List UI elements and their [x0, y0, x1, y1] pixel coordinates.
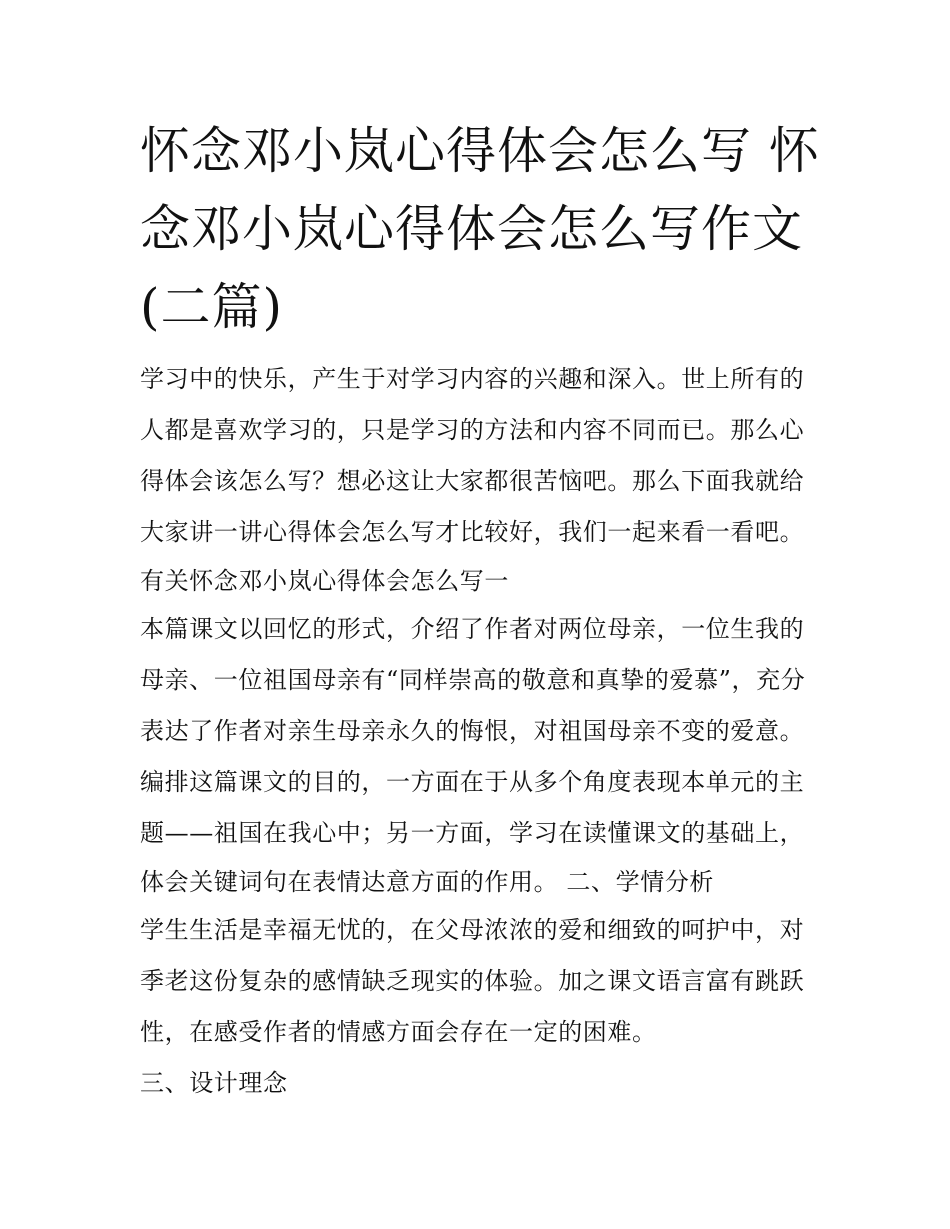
body-line: 季老这份复杂的感情缺乏现实的体验。加之课文语言富有跳跃 [140, 967, 805, 995]
body-line: 人都是喜欢学习的，只是学习的方法和内容不同而已。那么心 [140, 416, 805, 444]
document-title [140, 112, 820, 346]
body-line: 体会关键词句在表情达意方面的作用。 二、学情分析 [140, 868, 715, 896]
body-line: 性，在感受作者的情感方面会存在一定的困难。 [140, 1018, 657, 1046]
body-line: 母亲、一位祖国母亲有“同样崇高的敬意和真挚的爱慕”，充分 [140, 666, 806, 694]
section-heading: 有关怀念邓小岚心得体会怎么写一 [140, 567, 509, 595]
body-line: 大家讲一讲心得体会怎么写才比较好，我们一起来看一看吧。 [140, 518, 805, 546]
title-line: 念邓小岚心得体会怎么写作文 [140, 200, 803, 258]
body-line: 得体会该怎么写？想必这让大家都很苦恼吧。那么下面我就给 [140, 467, 805, 495]
body-line: 本篇课文以回忆的形式，介绍了作者对两位母亲，一位生我的 [140, 615, 805, 643]
title-line: (二篇) [140, 278, 284, 336]
title-line: 怀念邓小岚心得体会怎么写 怀 [140, 122, 820, 180]
body-line: 表达了作者对亲生母亲永久的悔恨，对祖国母亲不变的爱意。 [140, 717, 805, 745]
section-heading: 三、设计理念 [140, 1069, 288, 1097]
document-body [140, 354, 820, 1109]
body-line: 题——祖国在我心中；另一方面，学习在读懂课文的基础上， [140, 819, 805, 847]
body-line: 编排这篇课文的目的，一方面在于从多个角度表现本单元的主 [140, 768, 805, 796]
body-line: 学习中的快乐，产生于对学习内容的兴趣和深入。世上所有的 [140, 365, 805, 393]
body-line: 学生生活是幸福无忧的，在父母浓浓的爱和细致的呵护中，对 [140, 916, 805, 944]
